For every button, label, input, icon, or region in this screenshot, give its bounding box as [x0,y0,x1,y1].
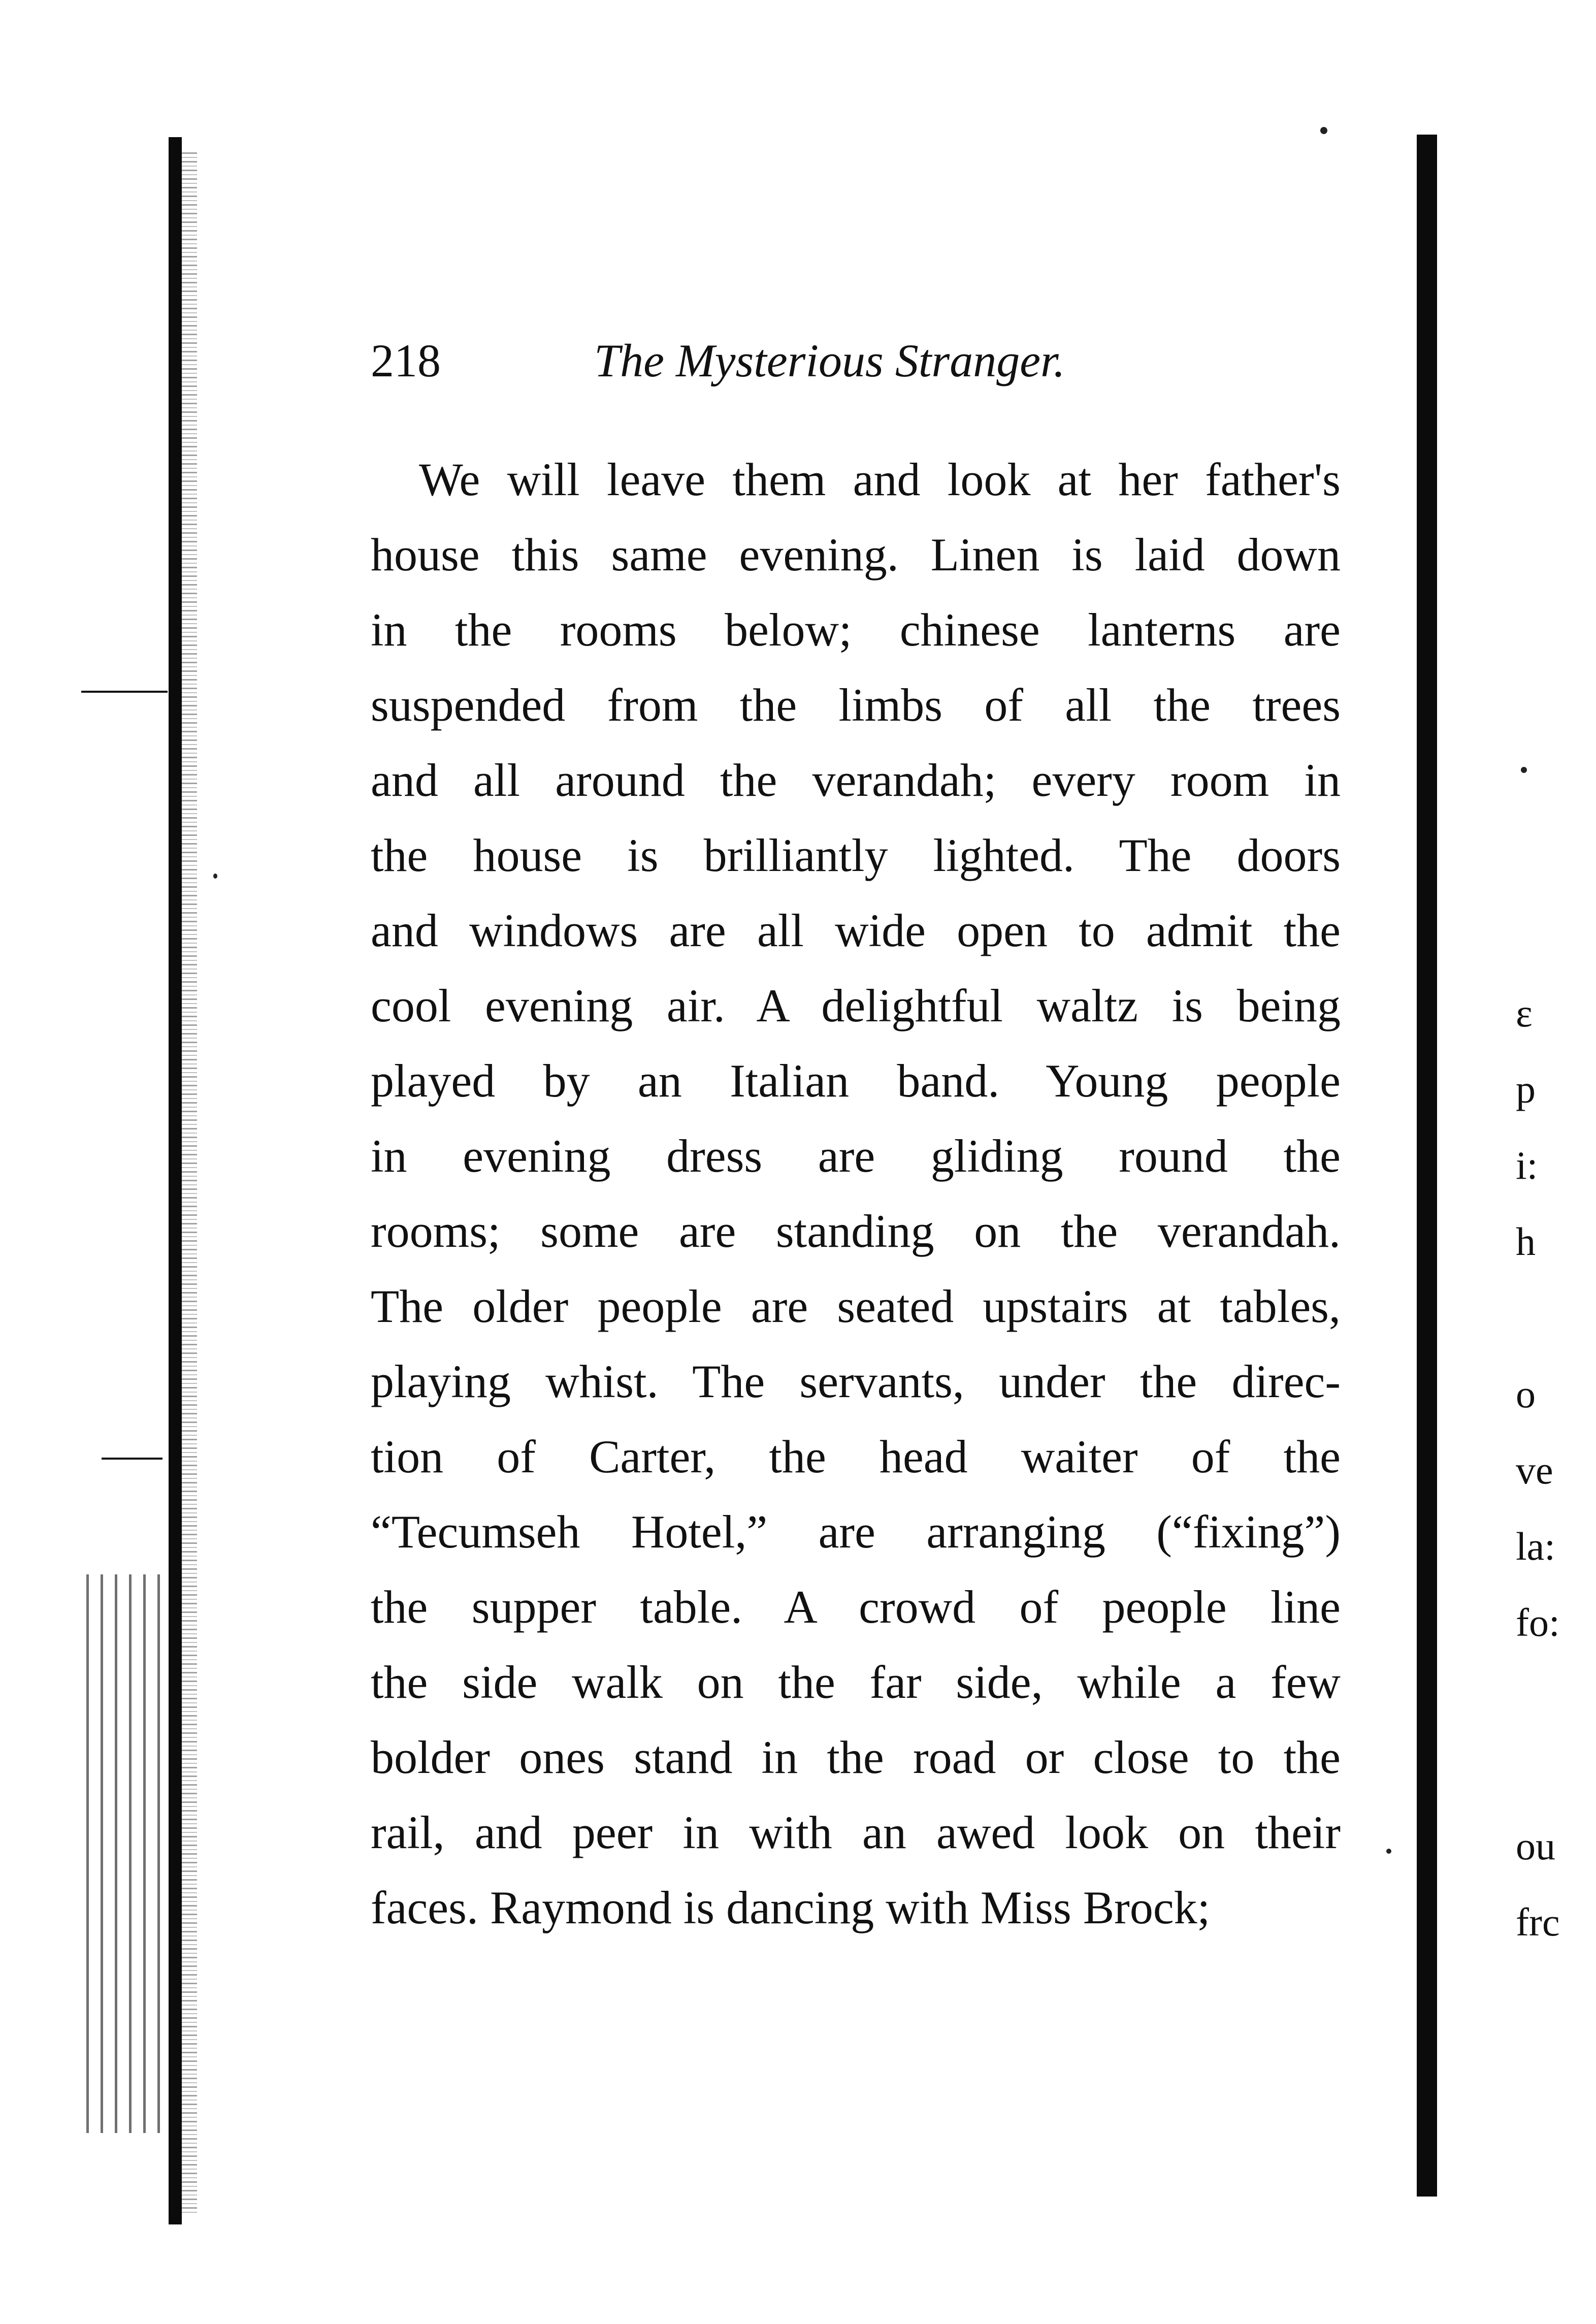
text-line: played by an Italian band. Young people [371,1055,1341,1107]
text-line: rooms; some are standing on the verandah. [371,1205,1341,1257]
text-line: We will leave them and look at her father's [419,454,1341,505]
text-line: the side walk on the far side, while a few [371,1656,1341,1708]
fragment-text: ou [1516,1824,1555,1868]
text-line: in evening dress are gliding round the [371,1130,1341,1182]
text-line: the house is brilliantly lighted. The doors [371,829,1341,881]
fragment-text: h [1516,1219,1536,1264]
scan-speck [1386,1849,1391,1854]
text-line: and all around the verandah; every room in [371,754,1341,806]
scan-speck [1320,127,1327,134]
text-line: the supper table. A crowd of people line [371,1581,1341,1633]
scan-tick [81,691,168,693]
scan-noise-ticks [86,1574,162,2133]
scan-speck [213,874,217,879]
scan-tick [102,1458,162,1460]
fragment-text: fo: [1516,1600,1560,1644]
text-line: playing whist. The servants, under the direc- [371,1355,1341,1407]
page-number: 218 [371,335,441,386]
page-header [371,325,1122,396]
fragment-text: o [1516,1372,1536,1416]
scan-edge-right [1417,135,1437,2197]
text-line: bolder ones stand in the road or close to the [371,1731,1341,1783]
fragment-text: p [1516,1067,1536,1111]
text-line: house this same evening. Linen is laid down [371,529,1341,580]
running-title: The Mysterious Stranger. [594,335,1065,386]
scan-speck [1521,767,1527,773]
text-line: tion of Carter, the head waiter of the [371,1431,1341,1482]
text-line: rail, and peer in with an awed look on their [371,1806,1341,1858]
fragment-text: la: [1516,1524,1555,1568]
text-line: The older people are seated upstairs at tables, [371,1280,1341,1332]
scan-edge-left [169,137,182,2224]
text-line: faces. Raymond is dancing with Miss Brock; [371,1882,1211,1933]
fragment-text: ve [1516,1448,1553,1492]
scan-noise-left [182,152,197,2214]
text-line: in the rooms below; chinese lanterns are [371,604,1341,656]
fragment-text: frc [1516,1900,1560,1944]
text-line: cool evening air. A delightful waltz is being [371,980,1341,1031]
text-line: and windows are all wide open to admit the [371,905,1341,956]
text-line: suspended from the limbs of all the trees [371,679,1341,731]
text-line: “Tecumseh Hotel,” are arranging (“fixing”) [371,1506,1341,1558]
fragment-text: i: [1516,1143,1538,1187]
body-text [371,442,1341,1945]
fragment-text: ε [1516,991,1533,1035]
